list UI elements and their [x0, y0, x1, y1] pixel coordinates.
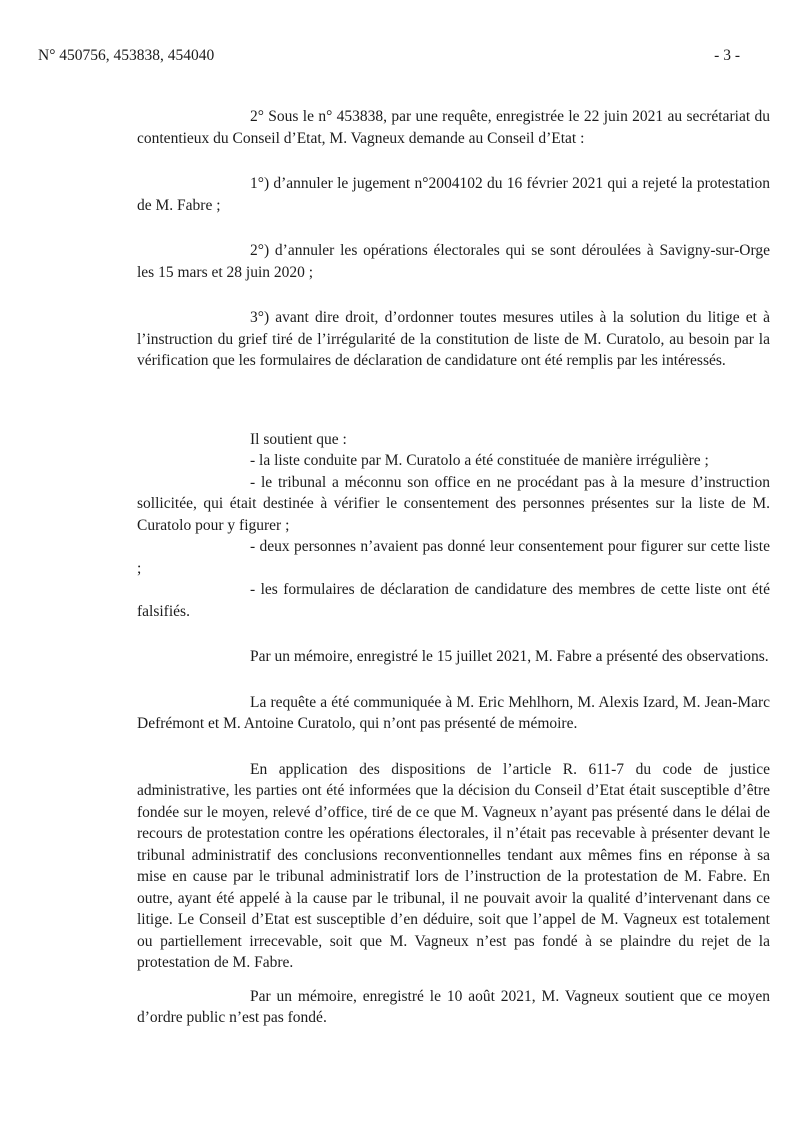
list-item-moyen-1: - la liste conduite par M. Curatolo a été constituée de manière irrégulière ;: [250, 452, 709, 469]
list-item-moyen-2: - le tribunal a méconnu son office en ne procédant pas à la mesure d’instruction sollicitée, qui était destinée à vérifier le consentement des personnes présentes sur la liste de M. Curatolo pour y figurer ;: [137, 473, 770, 534]
para-memoire-vagneux: Par un mémoire, enregistré le 10 août 2021, M. Vagneux soutient que ce moyen d’ordre public n’est pas fondé.: [137, 987, 770, 1026]
para-conclusion-3: 3°) avant dire droit, d’ordonner toutes mesures utiles à la solution du litige et à l’instruction du grief tiré de l’irrégularité de la constitution de liste de M. Curatolo, au besoin par la vérification que les formulaires de déclaration de candidature ont été remplis par les intéressés.: [137, 309, 770, 369]
para-moyen-ordre-public: En application des dispositions de l’article R. 611-7 du code de justice administrative, les parties ont été informées que la décision du Conseil d’Etat était susceptible d’être fondée sur le moyen, relevé d’office, tiré de ce que M. Vagneux n’ayant pas présenté dans le délai de recours de protestation contre les opérations électorales, il n’était pas recevable à présenter devant le tribunal administratif des conclusions reconventionnelles tendant aux mêmes fins en réponse à sa mise en cause par le tribunal administratif lors de l’instruction de la protestation de M. Fabre. En outre, ayant été appelé à la cause par le tribunal, il ne pouvait avoir la qualité d’intervenant dans ce litige. Le Conseil d’Etat est susceptible d’en déduire, soit que l’appel de M. Vagneux est totalement ou partiellement irrecevable, soit que M. Vagneux n’est pas fondé à se plaindre du rejet de la protestation de M. Fabre.: [137, 760, 770, 971]
para-conclusion-2: 2°) d’annuler les opérations électorales qui se sont déroulées à Savigny-sur-Orge les 15 mars et 28 juin 2020 ;: [137, 242, 770, 281]
para-memoire-fabre: Par un mémoire, enregistré le 15 juillet 2021, M. Fabre a présenté des observations.: [250, 648, 769, 665]
page-header: [38, 45, 740, 67]
para-requete-intro: 2° Sous le n° 453838, par une requête, enregistrée le 22 juin 2021 au secrétariat du contentieux du Conseil d’Etat, M. Vagneux demande au Conseil d’Etat :: [137, 108, 770, 147]
page-number: - 3 -: [714, 47, 740, 64]
document-body: [137, 106, 770, 1029]
case-numbers: N° 450756, 453838, 454040: [38, 47, 215, 64]
list-item-moyen-3: - deux personnes n’avaient pas donné leur consentement pour figurer sur cette liste ;: [137, 538, 770, 577]
para-conclusion-1: 1°) d’annuler le jugement n°2004102 du 16 février 2021 qui a rejeté la protestation de M. Fabre ;: [137, 175, 770, 214]
para-il-soutient: Il soutient que :: [250, 430, 347, 448]
para-communication: La requête a été communiquée à M. Eric Mehlhorn, M. Alexis Izard, M. Jean-Marc Defrémont et M. Antoine Curatolo, qui n’ont pas présenté de mémoire.: [137, 693, 770, 732]
list-item-moyen-4: - les formulaires de déclaration de candidature des membres de cette liste ont été falsifiés.: [137, 581, 770, 620]
